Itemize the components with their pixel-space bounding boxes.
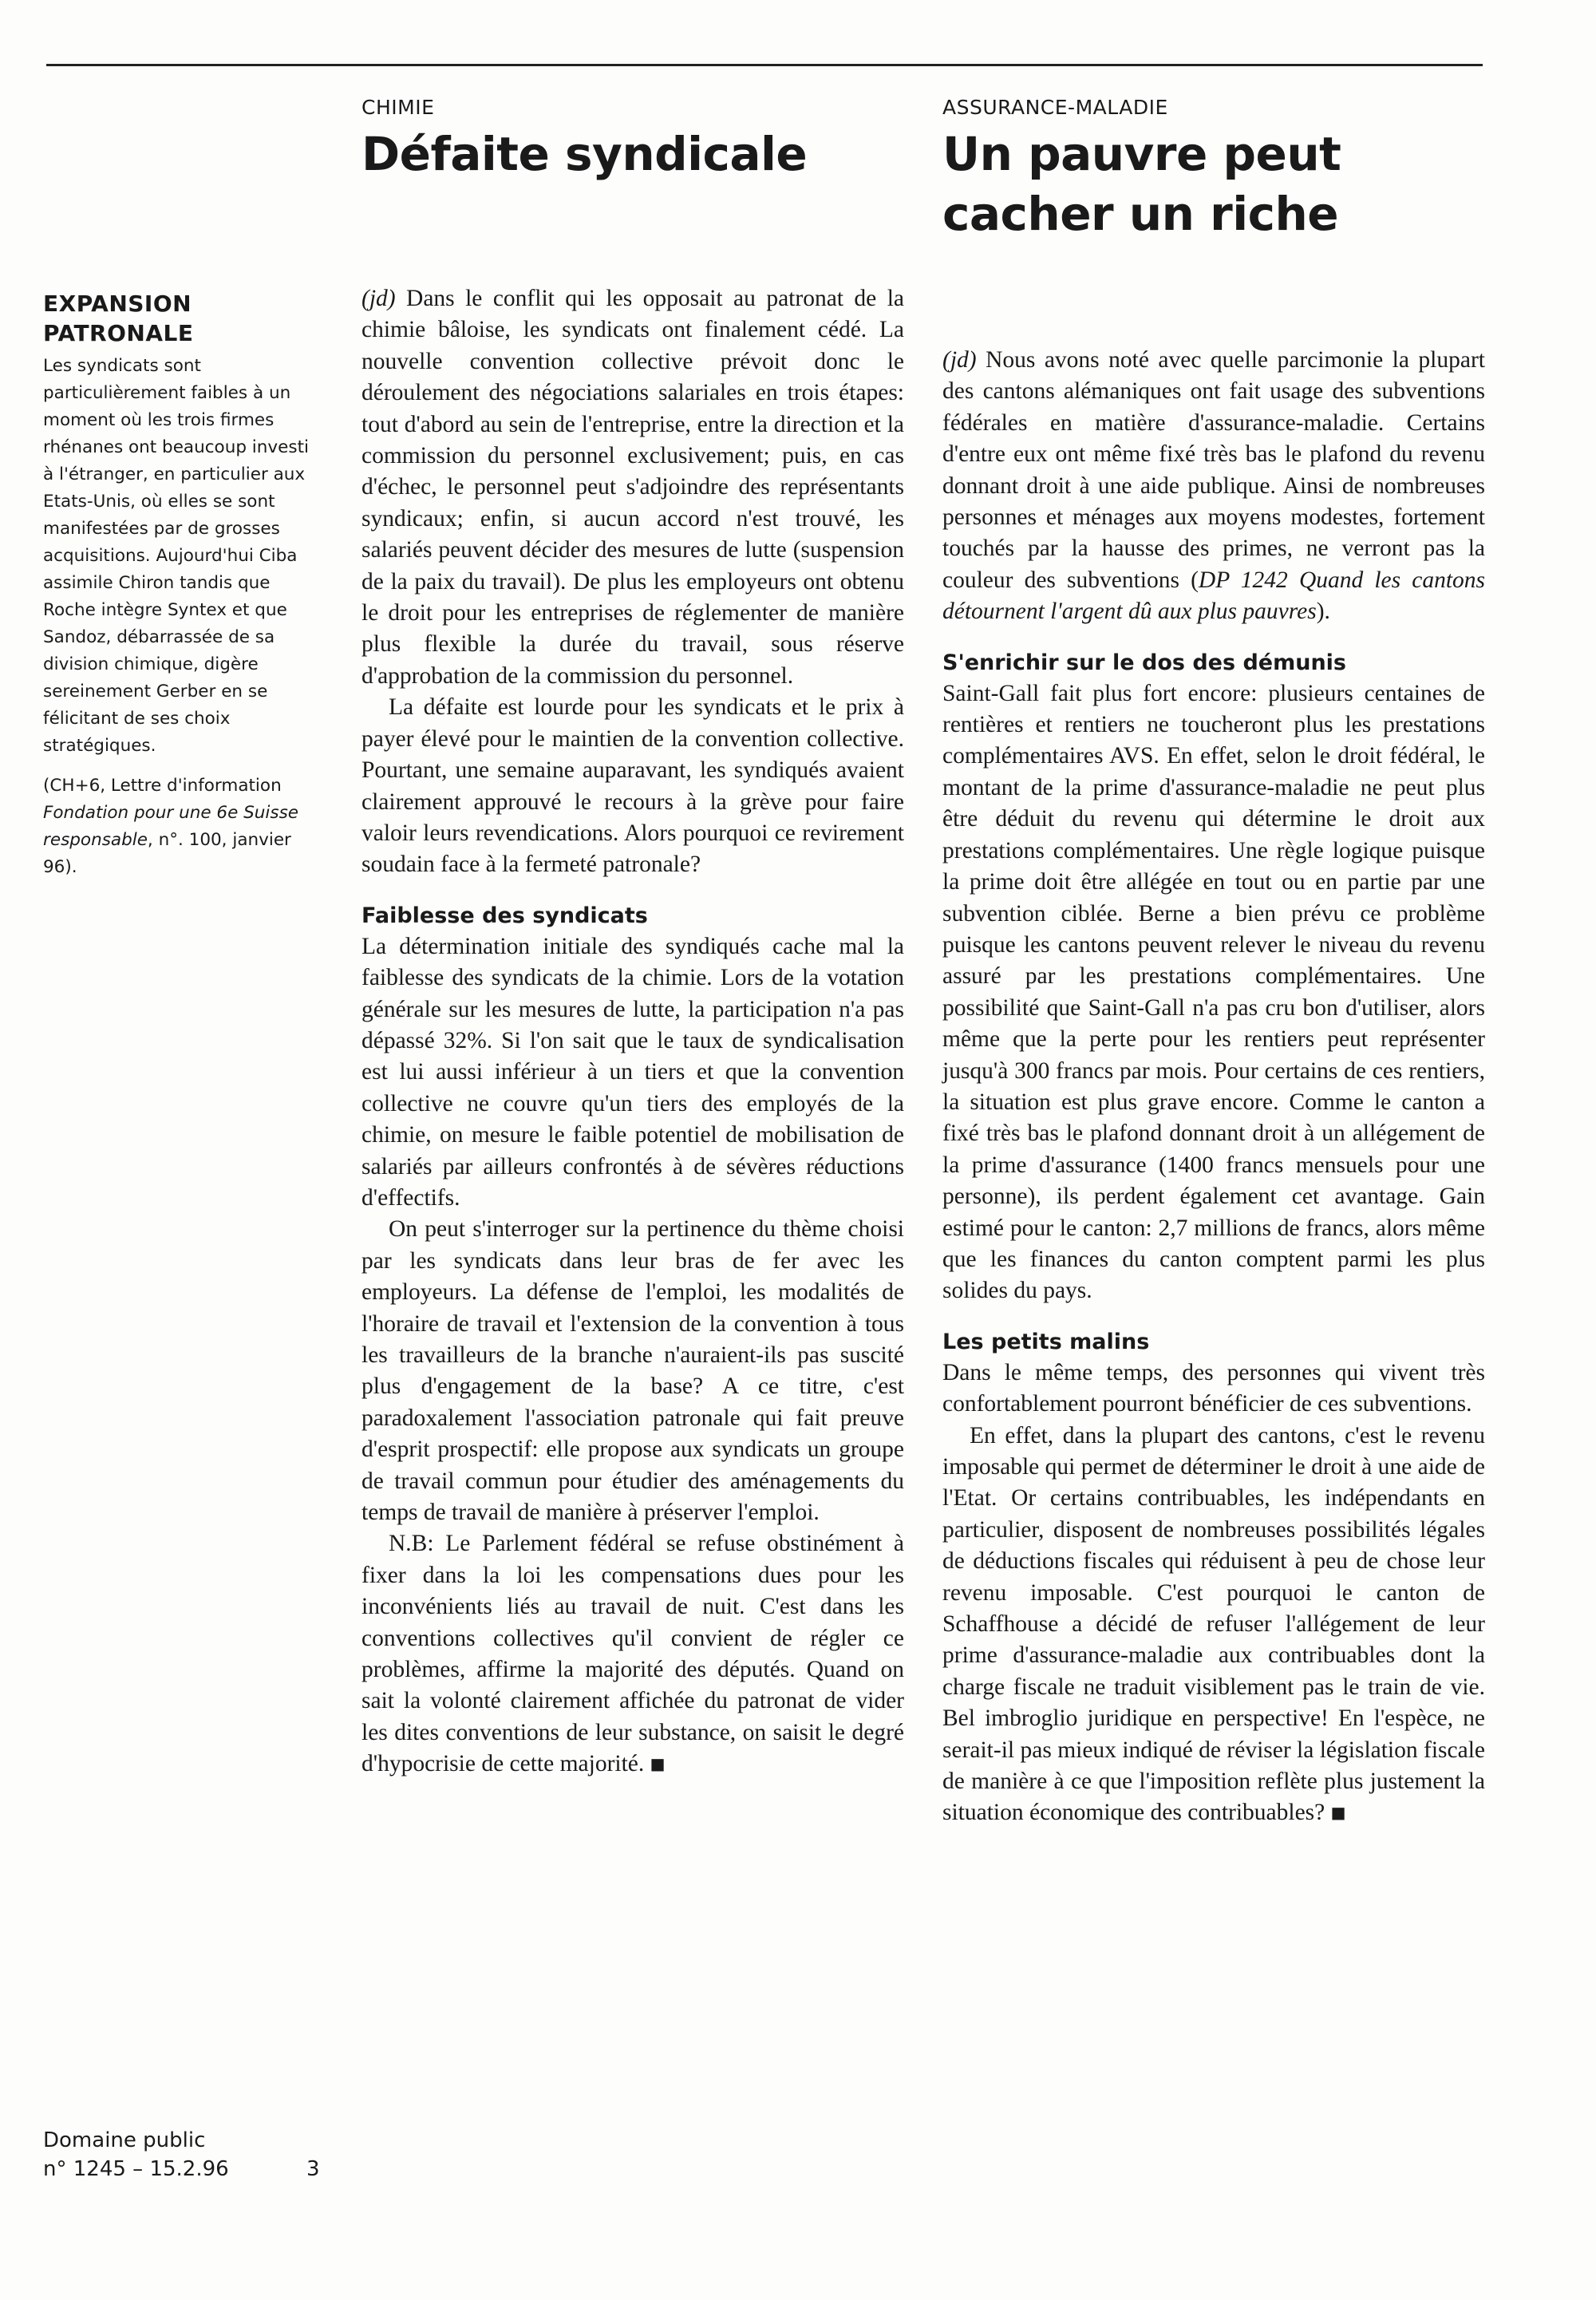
article-chimie	[361, 96, 904, 1777]
end-mark-icon: ■	[650, 1754, 666, 1774]
sidebar-source-italic: Fondation pour une 6e Suisse responsable	[43, 803, 299, 850]
article1-paragraph-4: On peut s'interroger sur la pertinence du thème choisi par les syndicats dans leur bras de fer avec les employeurs. La défense de l'emploi, les modalités de l'horaire de travail et l'extension de la convention à tous les travailleurs de la branche n'auraient-ils pas suscité plus d'engagement de la base? A ce titre, c'est paradoxalement l'association patronale qui fait preuve d'esprit prospectif: elle propose aux syndicats un groupe de travail commun pour étudier des aménagements du temps de travail de manière à préserver l'emploi.	[361, 1216, 904, 1526]
article1-paragraph-5	[361, 1528, 904, 1780]
article-assurance-maladie	[942, 96, 1486, 1826]
sidebar-text: Les syndicats sont particulièrement faibles à un moment où les trois firmes rhénanes ont beaucoup investi à l'étranger, en particulier aux Etats-Unis, où elles se sont manifestées par de grosses acquisitions. Aujourd'hui Ciba assimile Chiron tandis que Roche intègre Syntex et que Sandoz, débarrassée de sa division chimique, digère sereinement Gerber en se félicitant de ses choix stratégiques.	[43, 356, 309, 756]
article2-p4-text: En effet, dans la plupart des cantons, c'est le revenu imposable qui permet de déterminer le droit à une aide de l'Etat. Or certains contribuables, les indépendants en particulier, disposent de nombreuses possibilités légales de déductions fiscales qui réduisent à peu de chose leur revenu imposable. C'est pourquoi le canton de Schaffhouse a décidé de refuser l'allégement de leur prime d'assurance-maladie aux contribuables dont la charge fiscale ne traduit visiblement pas le train de vie. Bel imbroglio juridique en perspective! En l'espèce, ne serait-il pas mieux indiqué de réviser la législation fiscale de manière à ce que l'imposition reflète plus justement la situation économique des contribuables?	[942, 1422, 1485, 1826]
issue-number: n° 1245 – 15.2.96	[43, 2157, 229, 2181]
article2-paragraph-2: Saint-Gall fait plus fort encore: plusieurs centaines de rentières et rentiers ne toucheront plus les prestations complémentaires AVS. En effet, selon le droit fédéral, le montant de la prime d'assurance-maladie ne peut plus être déduit du revenu qui détermine le droit aux prestations complémentaires. Une règle logique puisque la prime doit être allégée en tout ou en partie par une subvention ciblée. Berne a bien prévu ce problème puisque les cantons peuvent relever le niveau du revenu assuré par les prestations complémentaires. Une possibilité que Saint-Gall n'a pas cru bon d'utiliser, alors même que la perte pour les rentiers peut représenter jusqu'à 300 francs par mois. Pour certains de ces rentiers, la situation est plus grave encore. Comme le canton a fixé très bas le plafond donnant droit à un allégement de la prime d'assurance (1400 francs mensuels pour une personne), ils perdent également cet avantage. Gain estimé pour le canton: 2,7 millions de francs, alors même que les finances du canton comptent parmi les plus solides du pays.	[942, 680, 1485, 1304]
article2-subhead-1: S'enrichir sur le dos des démunis	[942, 650, 1346, 675]
article2-ref-dp: DP 1242	[1198, 567, 1288, 593]
article1-author: (jd)	[361, 286, 396, 311]
article1-kicker: CHIMIE	[361, 96, 435, 119]
article2-p1-text: Nous avons noté avec quelle parcimonie la plupart des cantons alémaniques ont fait usage des subventions fédérales en matière d'assurance-maladie. Certains d'entre eux ont même fixé très bas le plafond du revenu donnant droit à une aide publique. Ainsi de nombreuses personnes et ménages aux moyens modestes, fortement touchés par la hausse des primes, ne verront pas la couleur des subventions (	[942, 347, 1485, 593]
top-rule	[46, 64, 1483, 66]
page-number: 3	[306, 2157, 320, 2181]
article2-paragraph-1	[942, 345, 1485, 628]
end-mark-icon: ■	[1330, 1803, 1346, 1823]
sidebar-source-pre: (CH+6, Lettre d'information	[43, 776, 282, 796]
article1-paragraph-1	[361, 283, 904, 692]
sidebar-title: EXPANSION PATRONALE	[43, 290, 194, 346]
article1-p5-text: N.B: Le Parlement fédéral se refuse obstinément à fixer dans la loi les compensations dues pour les inconvénients liés au travail de nuit. C'est dans les conventions collectives qu'il convient de régler ce problèmes, affirme la majorité des députés. Quand on sait la volonté clairement affichée du patronat de vider les dites conventions de leur substance, on saisit le degré d'hypocrisie de cette majorité.	[361, 1531, 904, 1777]
article2-paragraph-3: Dans le même temps, des personnes qui vivent très confortablement pourront bénéficier de ces subventions.	[942, 1359, 1485, 1417]
article2-ref-close: ).	[1316, 599, 1330, 625]
article2-body	[942, 345, 1485, 1829]
article2-headline: Un pauvre peut cacher un riche	[942, 127, 1341, 241]
article2-ref-title: Quand les cantons détournent l'argent dû aux plus pauvres	[942, 567, 1486, 625]
article2-author: (jd)	[942, 347, 977, 373]
article1-paragraph-3: La détermination initiale des syndiqués cache mal la faiblesse des syndicats de la chimie. Lors de la votation générale sur les mesures de lutte, la participation n'a pas dépassé 32%. Si l'on sait que le taux de syndicalisation est lui aussi inférieur à un tiers et que la convention collective ne couvre qu'un tiers des employés de la chimie, on mesure le faible potentiel de mobilisation de salariés par ailleurs confrontés à de sévères réductions d'effectifs.	[361, 933, 904, 1211]
article1-subhead-1: Faiblesse des syndicats	[361, 903, 648, 928]
article1-body	[361, 283, 904, 1780]
article1-paragraph-2: La défaite est lourde pour les syndicats et le prix à payer élevé pour le maintien de la convention collective. Pourtant, une semaine auparavant, les syndiqués avaient clairement approuvé le recours à la grève pour faire valoir leurs revendications. Alors pourquoi ce revirement soudain face à la fermeté patronale?	[361, 694, 904, 878]
article2-subhead-2: Les petits malins	[942, 1329, 1150, 1354]
sidebar-source-post: , n°. 100, janvier 96).	[43, 830, 291, 877]
sidebar-source	[43, 773, 314, 881]
publication-name: Domaine public	[43, 2128, 206, 2152]
article2-paragraph-4	[942, 1421, 1485, 1829]
article2-kicker: ASSURANCE-MALADIE	[942, 96, 1168, 119]
sidebar-box	[43, 289, 314, 881]
article1-p1-text: Dans le conflit qui les opposait au patronat de la chimie bâloise, les syndicats ont finalement cédé. La nouvelle convention collective prévoit donc le déroulement des négociations salariales en trois étapes: tout d'abord au sein de l'entreprise, entre la direction et la commission du personnel exclusivement; puis, en cas d'échec, le personnel peut s'adjoindre des représentants syndicaux; enfin, si aucun accord n'est trouvé, les salariés peuvent décider des mesures de lutte (suspension de la paix du travail). De plus les employeurs ont obtenu le droit pour les entreprises de réglementer de manière plus flexible la durée du travail, sous réserve d'approbation de la commission du personnel.	[361, 286, 904, 689]
article1-headline: Défaite syndicale	[361, 127, 808, 181]
page-footer	[43, 2126, 330, 2183]
